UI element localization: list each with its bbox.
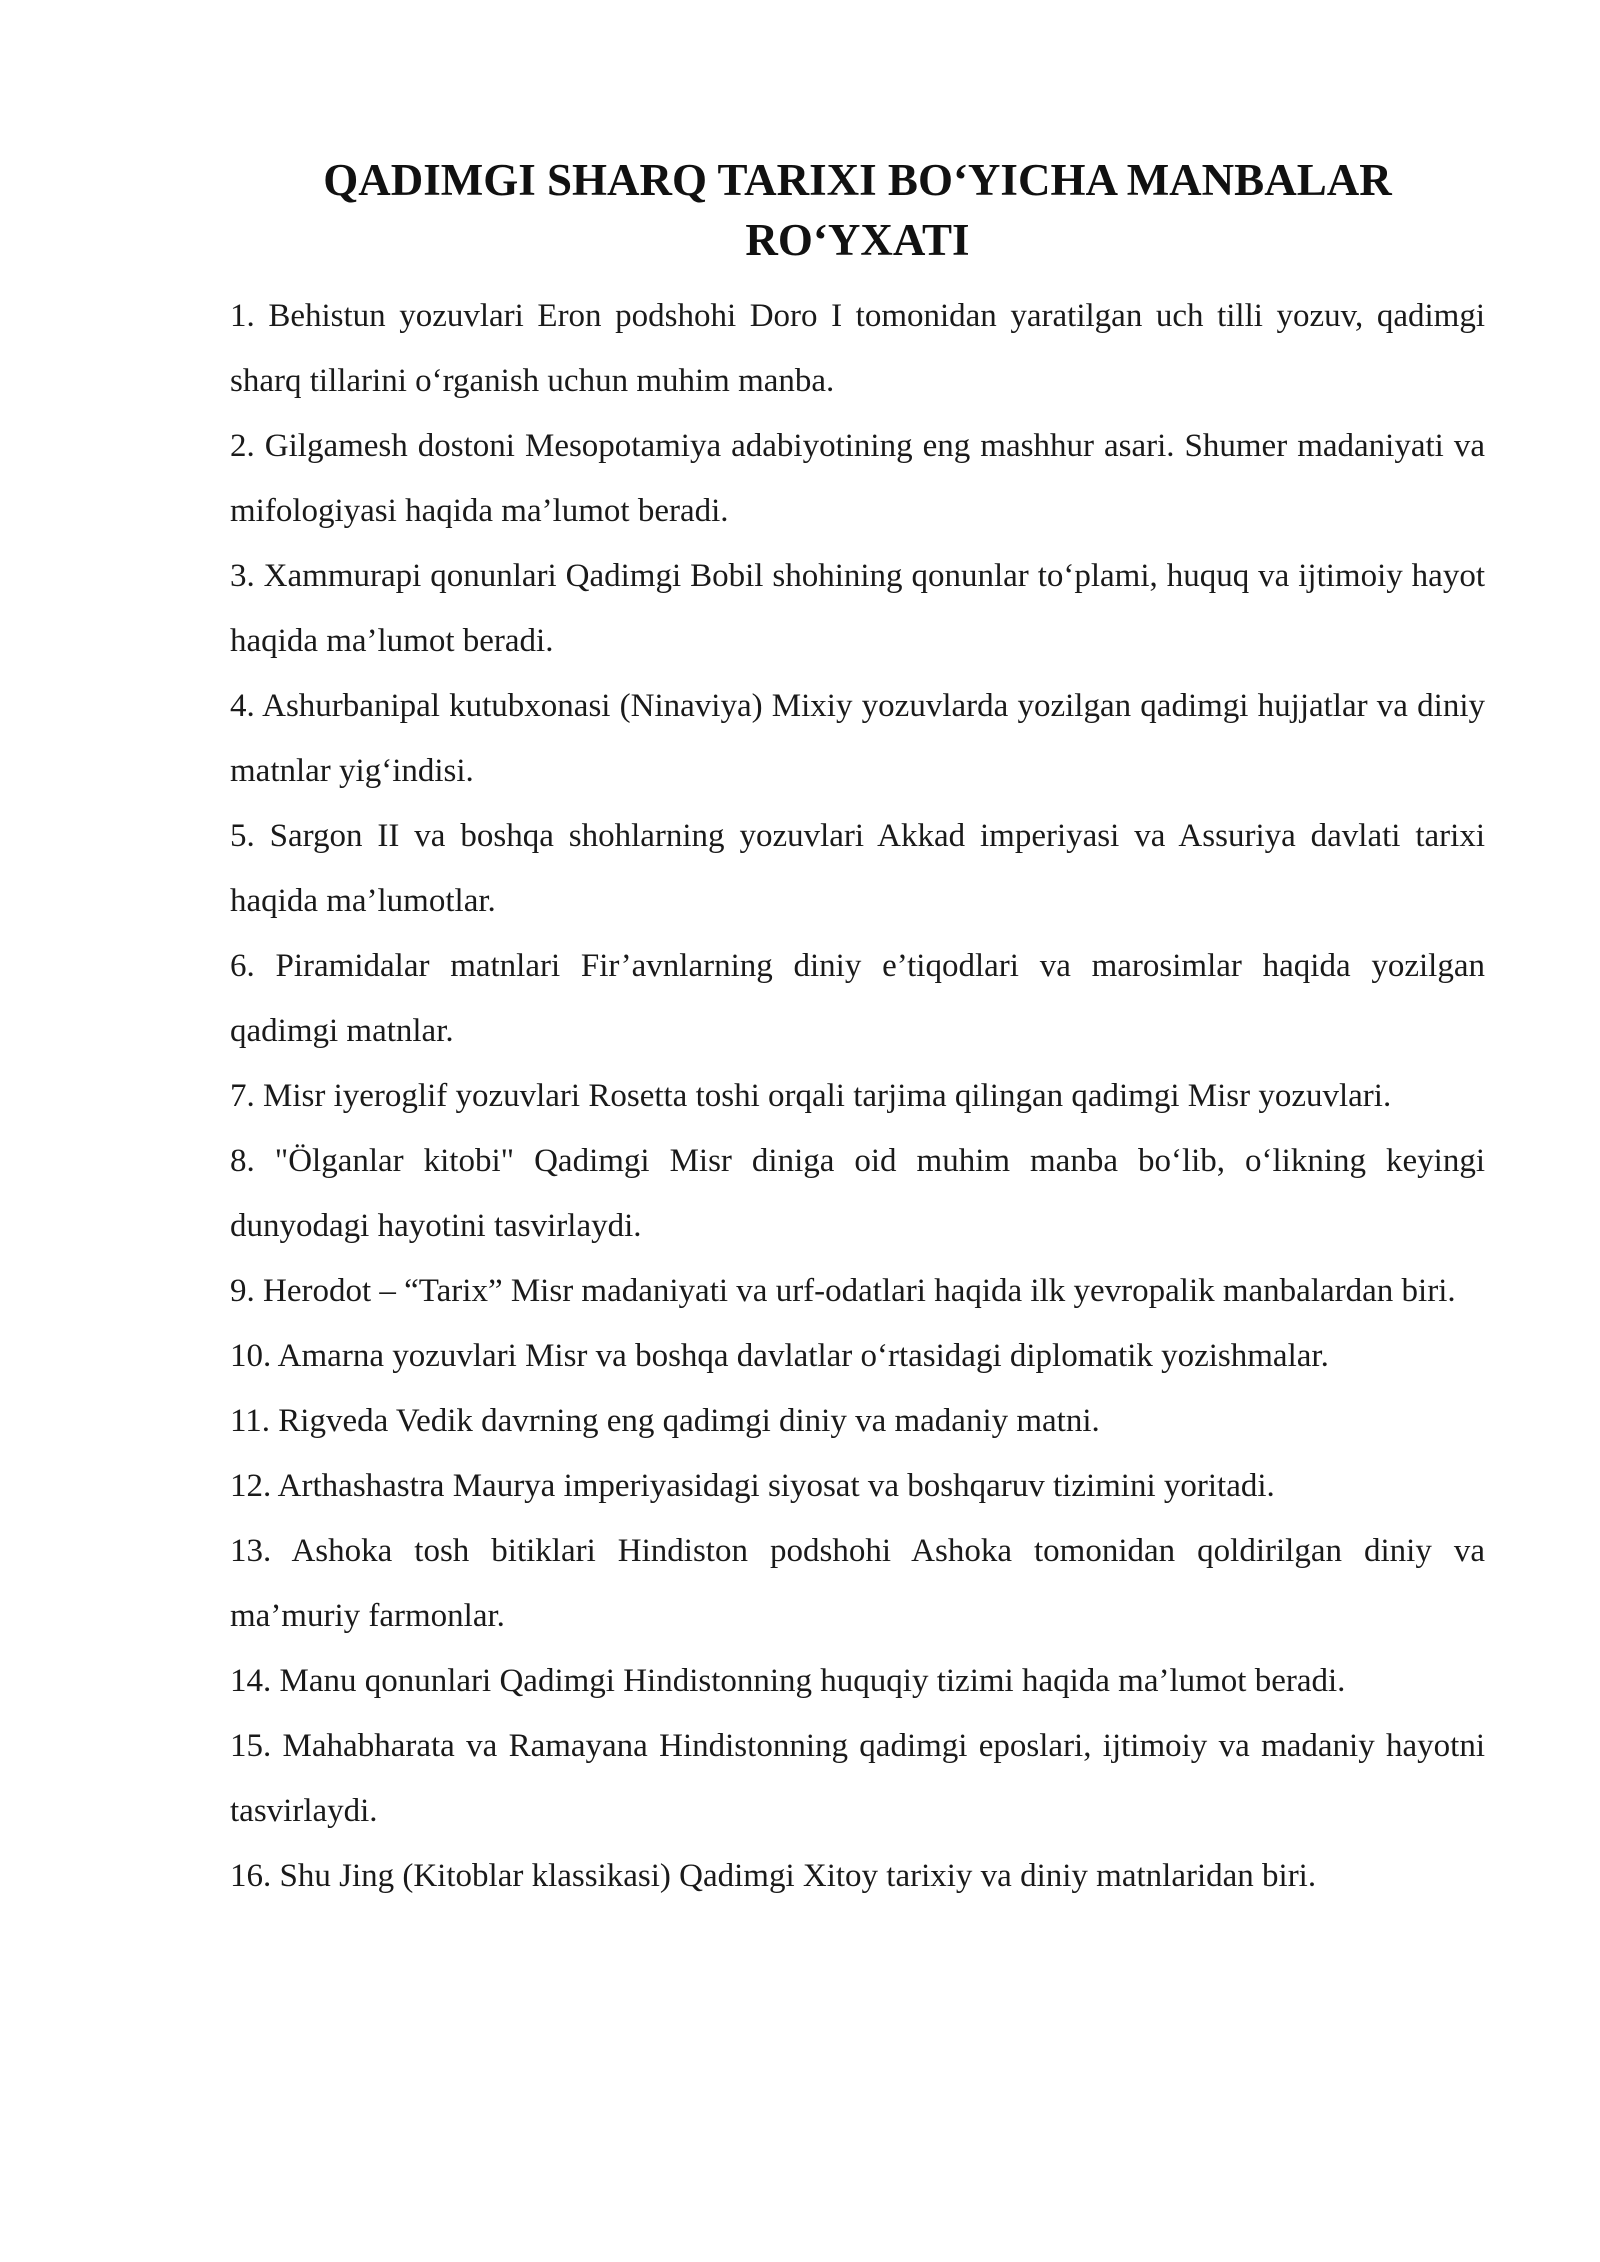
list-item: 2. Gilgamesh dostoni Mesopotamiya adabiyotining eng mashhur asari. Shumer madaniyati va mifologiyasi haqida ma’lumot beradi. bbox=[230, 428, 1485, 529]
list-item: 1. Behistun yozuvlari Eron podshohi Doro I tomonidan yaratilgan uch tilli yozuv, qadimgi sharq tillarini o‘rganish uchun muhim manba. bbox=[230, 298, 1485, 399]
list-item: 11. Rigveda Vedik davrning eng qadimgi diniy va madaniy matni. bbox=[230, 1403, 1100, 1439]
list-item: 4. Ashurbanipal kutubxonasi (Ninaviya) Mixiy yozuvlarda yozilgan qadimgi hujjatlar va diniy matnlar yig‘indisi. bbox=[230, 688, 1485, 789]
list-item: 16. Shu Jing (Kitoblar klassikasi) Qadimgi Xitoy tarixiy va diniy matnlaridan biri. bbox=[230, 1858, 1317, 1894]
document-page bbox=[230, 150, 1485, 1909]
list-item: 6. Piramidalar matnlari Fir’avnlarning diniy e’tiqodlari va marosimlar haqida yozilgan qadimgi matnlar. bbox=[230, 948, 1485, 1049]
document-title bbox=[230, 150, 1485, 270]
list-item: 3. Xammurapi qonunlari Qadimgi Bobil shohining qonunlar to‘plami, huquq va ijtimoiy hayot haqida ma’lumot beradi. bbox=[230, 558, 1485, 659]
list-item: 14. Manu qonunlari Qadimgi Hindistonning huquqiy tizimi haqida ma’lumot beradi. bbox=[230, 1663, 1346, 1699]
list-item: 12. Arthashastra Maurya imperiyasidagi siyosat va boshqaruv tizimini yoritadi. bbox=[230, 1468, 1275, 1504]
list-item: 10. Amarna yozuvlari Misr va boshqa davlatlar o‘rtasidagi diplomatik yozishmalar. bbox=[230, 1338, 1329, 1374]
list-item: 13. Ashoka tosh bitiklari Hindiston podshohi Ashoka tomonidan qoldirilgan diniy va ma’muriy farmonlar. bbox=[230, 1533, 1485, 1634]
document-title-line-2: RO‘YXATI bbox=[745, 215, 970, 265]
document-title-line-1: QADIMGI SHARQ TARIXI BO‘YICHA MANBALAR bbox=[323, 155, 1392, 205]
list-item: 8. "Ölganlar kitobi" Qadimgi Misr diniga oid muhim manba bo‘lib, o‘likning keyingi dunyodagi hayotini tasvirlaydi. bbox=[230, 1143, 1485, 1244]
list-item: 9. Herodot – “Tarix” Misr madaniyati va urf-odatlari haqida ilk yevropalik manbalardan biri. bbox=[230, 1273, 1456, 1309]
list-item: 7. Misr iyeroglif yozuvlari Rosetta toshi orqali tarjima qilingan qadimgi Misr yozuvlari. bbox=[230, 1078, 1392, 1114]
list-item: 5. Sargon II va boshqa shohlarning yozuvlari Akkad imperiyasi va Assuriya davlati tarixi haqida ma’lumotlar. bbox=[230, 818, 1485, 919]
list-item: 15. Mahabharata va Ramayana Hindistonning qadimgi eposlari, ijtimoiy va madaniy hayotni tasvirlaydi. bbox=[230, 1728, 1485, 1829]
sources-list bbox=[230, 284, 1485, 1909]
